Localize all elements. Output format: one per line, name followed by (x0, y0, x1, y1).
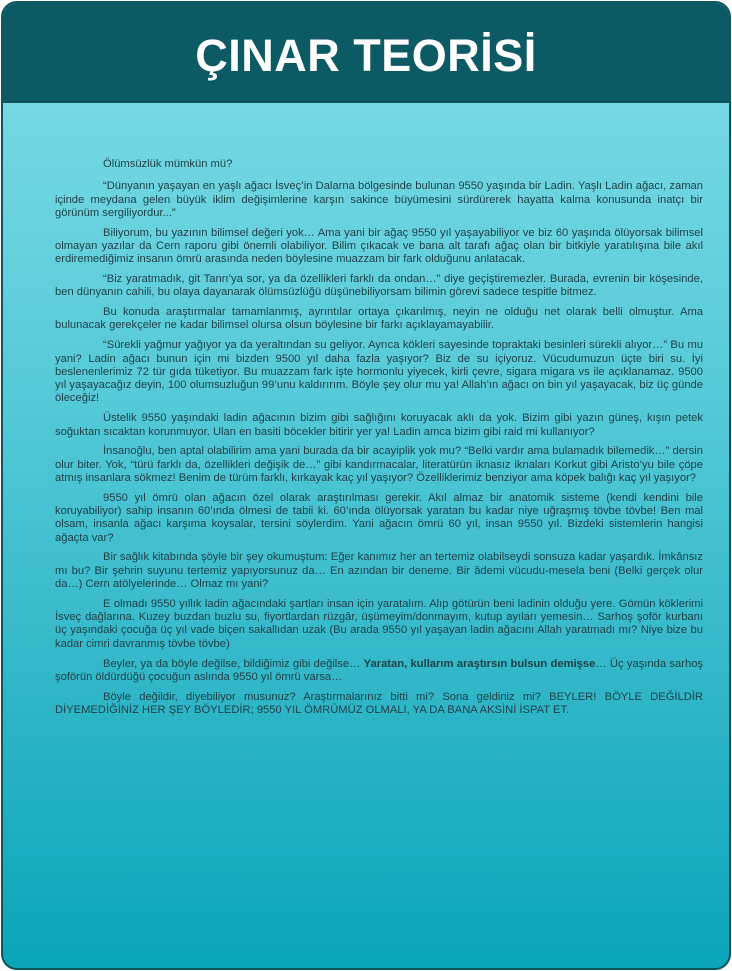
closing-paragraph: Böyle değildir, diyebiliyor musunuz? Araştırmalarınız bitti mi? Sona geldiniz mi? BEYLER! BÖYLE DEĞİLDİR DİYEMEDİĞİNİZ HER ŞEY BÖYLEDİR; 9550 YIL ÖMRÜMÜZ OLMALI, YA DA BANA AKSİNİ İSPAT ET. (55, 690, 703, 716)
page-title: ÇINAR TEORİSİ (195, 30, 537, 81)
paragraph-text: … Üç yaşında sarhoş şoförün öldürdüğü çocuğun aslında 9550 yıl ömrü varsa… (55, 657, 704, 683)
paragraph: E olmadı 9550 yıllık ladin ağacındaki şartları insan için yaratalım. Alıp götürün beni ladinin olduğu yere. Gömün köklerimi İsveç dağlarına. Kuzey buzdan buzlu su, fiyortlardan rüzgâr, üşümeyim/donmayım, kutup ayıları yemesin… Sarhoş şoför kurbanı üç yaşındaki çocuğa üç yıl vade biçen sakallıdan uzak (Bu arada 9550 yıl yaşayan ladin ağacını Allah yaratmadı mı? Niye bize bu kadar cimri davranmış tövbe tövbe) (55, 597, 703, 650)
paragraph: Bu konuda araştırmalar tamamlanmış, ayrıntılar ortaya çıkarılmış, neyin ne olduğu net olarak belli olmuştur. Ama bulunacak gerekçeler ne kadar bilimsel olursa olsun böylesine bir farkı açıklayamayabilir. (55, 306, 703, 332)
paragraph-text: Beyler, ya da böyle değilse, bildiğimiz gibi değilse… (103, 657, 364, 670)
article-body (3, 103, 729, 717)
emphasis-text: Yaratan, kullarım araştırsın bulsun demişse (363, 657, 596, 670)
paragraph: “Sürekli yağmur yağıyor ya da yeraltından su geliyor. Ayrıca kökleri sayesinde topraktaki besinleri sürekli alıyor…” Bu mu yani? Ladin ağacı bunun için mi bizden 9500 yıl daha fazla yaşıyor? Biz de su içiyoruz. Vücudumuzun üçte biri su. İyi beslenenlerimiz 72 tür gıda tüketiyor. Bu muazzam fark işte hormonlu yiyecek, kirli çevre, sigara migara vs ile açıklanamaz. 9500 yıl yaşayacağız deyin, 100 olumsuzluğun 99’unu kaldırırım. Böyle şey olur mu ya! Allah’ın ağacı on bin yıl yaşayacak, biz üç günde öleceğiz! (55, 339, 703, 405)
paragraph: İnsanoğlu, ben aptal olabilirim ama yani burada da bir acayiplik yok mu? “Belki vardır ama bulamadık bilemedik…” dersin olur biter. Yok, “türü farklı da, özellikleri değişik de…” gibi kandırmacalar, literatürün iknasız iknaları Korkut gibi Aristo’yu bile çöpe atmış insanlara sökmez! Benim de türüm farklı, kırkayak kaç yıl yaşıyor? Özelliklerimiz benziyor ama köpek balığı kaç yıl yaşıyor? (55, 445, 703, 484)
paragraph-with-emphasis (55, 658, 703, 685)
paragraph: 9550 yıl ömrü olan ağacın özel olarak araştırılması gerekir. Akıl almaz bir anatomik sisteme (kendi kendini bile koruyabiliyor) sahip insanın 60’ında ölmesi de tabii ki. 60’ında ölüyorsak yaratan bu kadar niye uğraşmış tövbe tövbe! Ben mal olsam, insanla ağacı karşıma koysalar, tersini söylerdim. Yani ağacın ömrü 60 yıl, insan 9550 yıl. Bizdeki sistemlerin hangisi ağaçta var? (55, 491, 703, 544)
paragraph: Biliyorum, bu yazının bilimsel değeri yok… Ama yani bir ağaç 9550 yıl yaşayabiliyor ve biz 60 yaşında ölüyorsak bilimsel olmayan yazılar da Cern raporu gibi önemli olabiliyor. Bilim çıkacak ve bana alt tarafı ağaç olan bir bitkiyle yaratılışına bile akıl erdiremediğimiz insanın ömrü arasında neden böylesine muazzam bir fark olduğunu anlatacak. (55, 226, 703, 266)
paragraph: Bir sağlık kitabında şöyle bir şey okumuştum: Eğer kanımız her an tertemiz olabilseydi sonsuza kadar yaşardık. İmkânsız mı bu? Bir şehrin suyunu tertemiz yapıyorsunuz da… En azından bir deneme. Bir âdemi vücudu-mesela beni (Belki gerçek olur da…) Cern atölyelerinde… Olmaz mı yani? (55, 551, 703, 591)
paragraph: Ölümsüzlük mümkün mü? (103, 158, 233, 170)
paragraph: Üstelik 9550 yaşındaki ladin ağacının bizim gibi sağlığını koruyacak aklı da yok. Bizim gibi yazın güneş, kışın petek soğuktan sıcaktan korunmuyor. Ulan en basiti böcekler bitirir yer ya! Ladin amca bizim gibi raid mi kullanıyor? (55, 412, 703, 438)
title-banner (3, 3, 729, 103)
article-card (1, 1, 731, 970)
paragraph: “Dünyanın yaşayan en yaşlı ağacı İsveç’in Dalarna bölgesinde bulunan 9550 yaşında bir Ladin. Yaşlı Ladin ağacı, zaman içinde meydana gelen büyük iklim değişimlerine karşın sakince büyümesini sürdürerek hayatta kalma konusunda inatçı bir görünüm sergiliyordur...” (55, 180, 703, 219)
paragraph: “Biz yaratmadık, git Tanrı’ya sor, ya da özellikleri farklı da ondan…” diye geçiştiremezler. Burada, evrenin bir köşesinde, ben dünyanın cahili, bu olaya dayanarak ölümsüzlüğü düşünebiliyorsam bilimin görevi sadece tespitle bitmez. (55, 273, 703, 299)
